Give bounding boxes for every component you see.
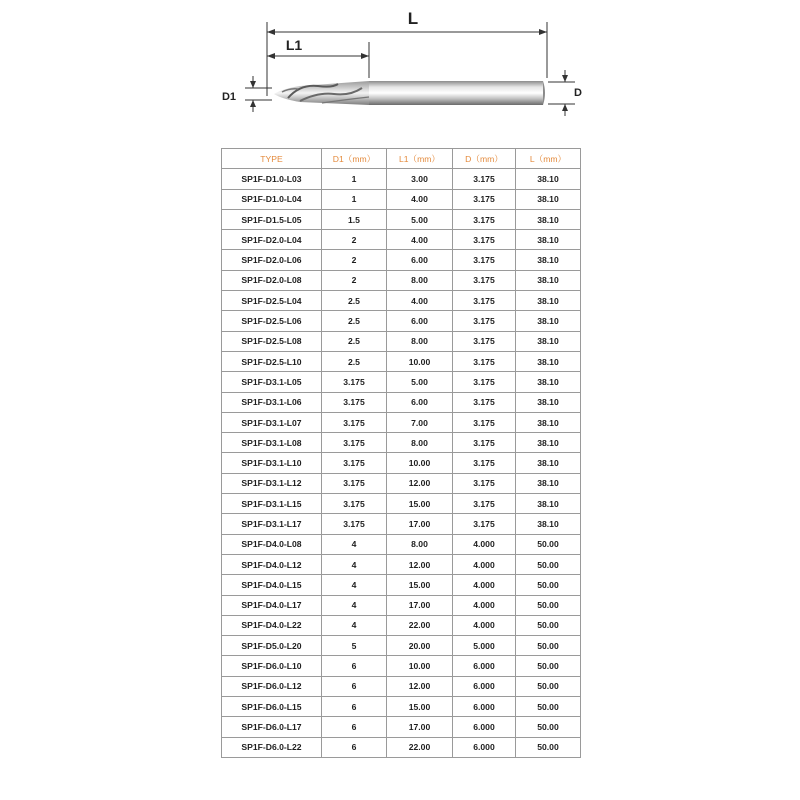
cell-l1: 15.00 [387,494,453,514]
header-d1: D1（mm） [322,149,387,169]
cell-d1: 1 [322,189,387,209]
header-type: TYPE [222,149,322,169]
cell-type: SP1F-D6.0-L12 [222,676,322,696]
cell-type: SP1F-D4.0-L17 [222,595,322,615]
table-row [222,230,581,250]
table-header-row [222,149,581,169]
cell-d: 6.000 [453,656,516,676]
dimension-L1 [267,37,369,78]
cell-l: 38.10 [516,372,581,392]
tool-dimension-drawing [0,0,800,140]
cell-d1: 1.5 [322,209,387,229]
table-row [222,575,581,595]
cell-type: SP1F-D5.0-L20 [222,636,322,656]
cell-type: SP1F-D1.0-L04 [222,189,322,209]
cell-d1: 6 [322,656,387,676]
cell-l: 38.10 [516,230,581,250]
cell-l: 38.10 [516,392,581,412]
cell-d: 4.000 [453,534,516,554]
cell-l: 50.00 [516,595,581,615]
cell-d1: 2.5 [322,291,387,311]
label-L: L [407,9,419,28]
table-row [222,250,581,270]
header-l: L（mm） [516,149,581,169]
cell-d: 3.175 [453,311,516,331]
cell-type: SP1F-D1.5-L05 [222,209,322,229]
cell-l: 38.10 [516,209,581,229]
cell-l1: 10.00 [387,351,453,371]
cell-d1: 3.175 [322,433,387,453]
end-mill-tool [274,81,545,105]
cell-l1: 8.00 [387,270,453,290]
cell-l1: 4.00 [387,230,453,250]
cell-l1: 12.00 [387,473,453,493]
cell-d1: 6 [322,676,387,696]
cell-l: 38.10 [516,270,581,290]
cell-l: 50.00 [516,656,581,676]
cell-d: 3.175 [453,169,516,189]
cell-l1: 17.00 [387,595,453,615]
header-l1: L1（mm） [387,149,453,169]
cell-d: 4.000 [453,595,516,615]
table-row [222,514,581,534]
table-row [222,717,581,737]
table-row [222,697,581,717]
cell-l: 50.00 [516,575,581,595]
dimension-D [548,70,582,116]
cell-l: 38.10 [516,412,581,432]
cell-d1: 2.5 [322,311,387,331]
table-row [222,453,581,473]
cell-l1: 10.00 [387,656,453,676]
table-row [222,656,581,676]
cell-d: 3.175 [453,392,516,412]
cell-d1: 4 [322,554,387,574]
cell-l1: 20.00 [387,636,453,656]
cell-d: 6.000 [453,737,516,757]
cell-type: SP1F-D6.0-L15 [222,697,322,717]
cell-l: 38.10 [516,331,581,351]
cell-l: 38.10 [516,311,581,331]
cell-l: 38.10 [516,189,581,209]
cell-type: SP1F-D6.0-L10 [222,656,322,676]
cell-type: SP1F-D2.0-L04 [222,230,322,250]
cell-l1: 22.00 [387,615,453,635]
table-row [222,291,581,311]
cell-type: SP1F-D4.0-L12 [222,554,322,574]
cell-d1: 2 [322,230,387,250]
cell-d1: 2.5 [322,351,387,371]
cell-l1: 15.00 [387,697,453,717]
cell-l: 38.10 [516,291,581,311]
cell-d: 6.000 [453,717,516,737]
table-row [222,189,581,209]
cell-l: 50.00 [516,737,581,757]
table-row [222,676,581,696]
cell-d1: 4 [322,534,387,554]
cell-l: 50.00 [516,717,581,737]
cell-l: 50.00 [516,534,581,554]
cell-d: 4.000 [453,615,516,635]
table-row [222,169,581,189]
cell-l1: 4.00 [387,189,453,209]
cell-type: SP1F-D3.1-L05 [222,372,322,392]
cell-type: SP1F-D3.1-L10 [222,453,322,473]
cell-l1: 6.00 [387,250,453,270]
cell-l1: 8.00 [387,433,453,453]
cell-d1: 3.175 [322,372,387,392]
cell-d1: 1 [322,169,387,189]
table-row [222,433,581,453]
header-d: D（mm） [453,149,516,169]
cell-l: 38.10 [516,433,581,453]
cell-d1: 3.175 [322,453,387,473]
cell-type: SP1F-D2.5-L10 [222,351,322,371]
cell-d1: 2 [322,250,387,270]
cell-type: SP1F-D4.0-L22 [222,615,322,635]
cell-type: SP1F-D3.1-L17 [222,514,322,534]
table-row [222,737,581,757]
cell-d: 3.175 [453,331,516,351]
cell-l1: 17.00 [387,514,453,534]
cell-type: SP1F-D2.5-L08 [222,331,322,351]
cell-l: 38.10 [516,351,581,371]
dimension-D1 [222,76,272,112]
cell-l1: 12.00 [387,676,453,696]
cell-d: 3.175 [453,453,516,473]
label-D: D [574,87,582,99]
cell-d1: 3.175 [322,494,387,514]
cell-d: 4.000 [453,575,516,595]
table-row [222,412,581,432]
cell-d1: 3.175 [322,412,387,432]
cell-d1: 4 [322,595,387,615]
cell-l1: 5.00 [387,209,453,229]
table-row [222,270,581,290]
cell-l1: 22.00 [387,737,453,757]
cell-l1: 7.00 [387,412,453,432]
cell-l: 38.10 [516,494,581,514]
table-row [222,351,581,371]
cell-l: 38.10 [516,514,581,534]
cell-l1: 6.00 [387,311,453,331]
cell-d1: 2 [322,270,387,290]
cell-d: 3.175 [453,250,516,270]
cell-l1: 8.00 [387,331,453,351]
cell-l1: 3.00 [387,169,453,189]
table-row [222,636,581,656]
cell-l1: 8.00 [387,534,453,554]
cell-d1: 6 [322,737,387,757]
cell-d: 3.175 [453,270,516,290]
cell-type: SP1F-D3.1-L06 [222,392,322,412]
table-row [222,331,581,351]
cell-l1: 12.00 [387,554,453,574]
cell-type: SP1F-D3.1-L12 [222,473,322,493]
cell-type: SP1F-D2.5-L06 [222,311,322,331]
cell-d: 3.175 [453,412,516,432]
cell-type: SP1F-D3.1-L08 [222,433,322,453]
table-row [222,534,581,554]
cell-d: 3.175 [453,372,516,392]
table-row [222,615,581,635]
cell-l: 38.10 [516,169,581,189]
cell-type: SP1F-D3.1-L15 [222,494,322,514]
cell-l1: 17.00 [387,717,453,737]
cell-type: SP1F-D1.0-L03 [222,169,322,189]
cell-l: 50.00 [516,697,581,717]
cell-l1: 4.00 [387,291,453,311]
cell-l: 38.10 [516,473,581,493]
cell-d: 6.000 [453,697,516,717]
cell-d: 3.175 [453,433,516,453]
cell-d1: 6 [322,717,387,737]
cell-d: 5.000 [453,636,516,656]
table-row [222,392,581,412]
cell-d: 3.175 [453,514,516,534]
cell-l1: 15.00 [387,575,453,595]
cell-d1: 6 [322,697,387,717]
cell-d1: 4 [322,575,387,595]
cell-l1: 5.00 [387,372,453,392]
cell-type: SP1F-D6.0-L22 [222,737,322,757]
cell-type: SP1F-D2.5-L04 [222,291,322,311]
cell-d: 6.000 [453,676,516,696]
cell-d: 3.175 [453,494,516,514]
cell-l1: 10.00 [387,453,453,473]
cell-l: 50.00 [516,554,581,574]
cell-d: 4.000 [453,554,516,574]
cell-type: SP1F-D4.0-L08 [222,534,322,554]
cell-d: 3.175 [453,473,516,493]
spec-table [221,148,581,758]
table-row [222,595,581,615]
cell-d1: 3.175 [322,473,387,493]
cell-l: 50.00 [516,615,581,635]
cell-d: 3.175 [453,189,516,209]
table-row [222,209,581,229]
cell-l: 50.00 [516,676,581,696]
cell-l: 38.10 [516,250,581,270]
cell-d: 3.175 [453,209,516,229]
table-row [222,372,581,392]
cell-d: 3.175 [453,291,516,311]
table-row [222,494,581,514]
cell-l1: 6.00 [387,392,453,412]
cell-d1: 3.175 [322,392,387,412]
cell-d: 3.175 [453,351,516,371]
cell-d: 3.175 [453,230,516,250]
cell-type: SP1F-D6.0-L17 [222,717,322,737]
cell-d1: 5 [322,636,387,656]
table-row [222,473,581,493]
label-L1: L1 [285,37,303,53]
cell-d1: 2.5 [322,331,387,351]
cell-type: SP1F-D4.0-L15 [222,575,322,595]
cell-type: SP1F-D2.0-L06 [222,250,322,270]
table-body [222,169,581,758]
cell-d1: 3.175 [322,514,387,534]
cell-type: SP1F-D3.1-L07 [222,412,322,432]
label-D1: D1 [221,91,237,103]
cell-l: 50.00 [516,636,581,656]
cell-d1: 4 [322,615,387,635]
table-row [222,311,581,331]
table-row [222,554,581,574]
cell-type: SP1F-D2.0-L08 [222,270,322,290]
cell-l: 38.10 [516,453,581,473]
